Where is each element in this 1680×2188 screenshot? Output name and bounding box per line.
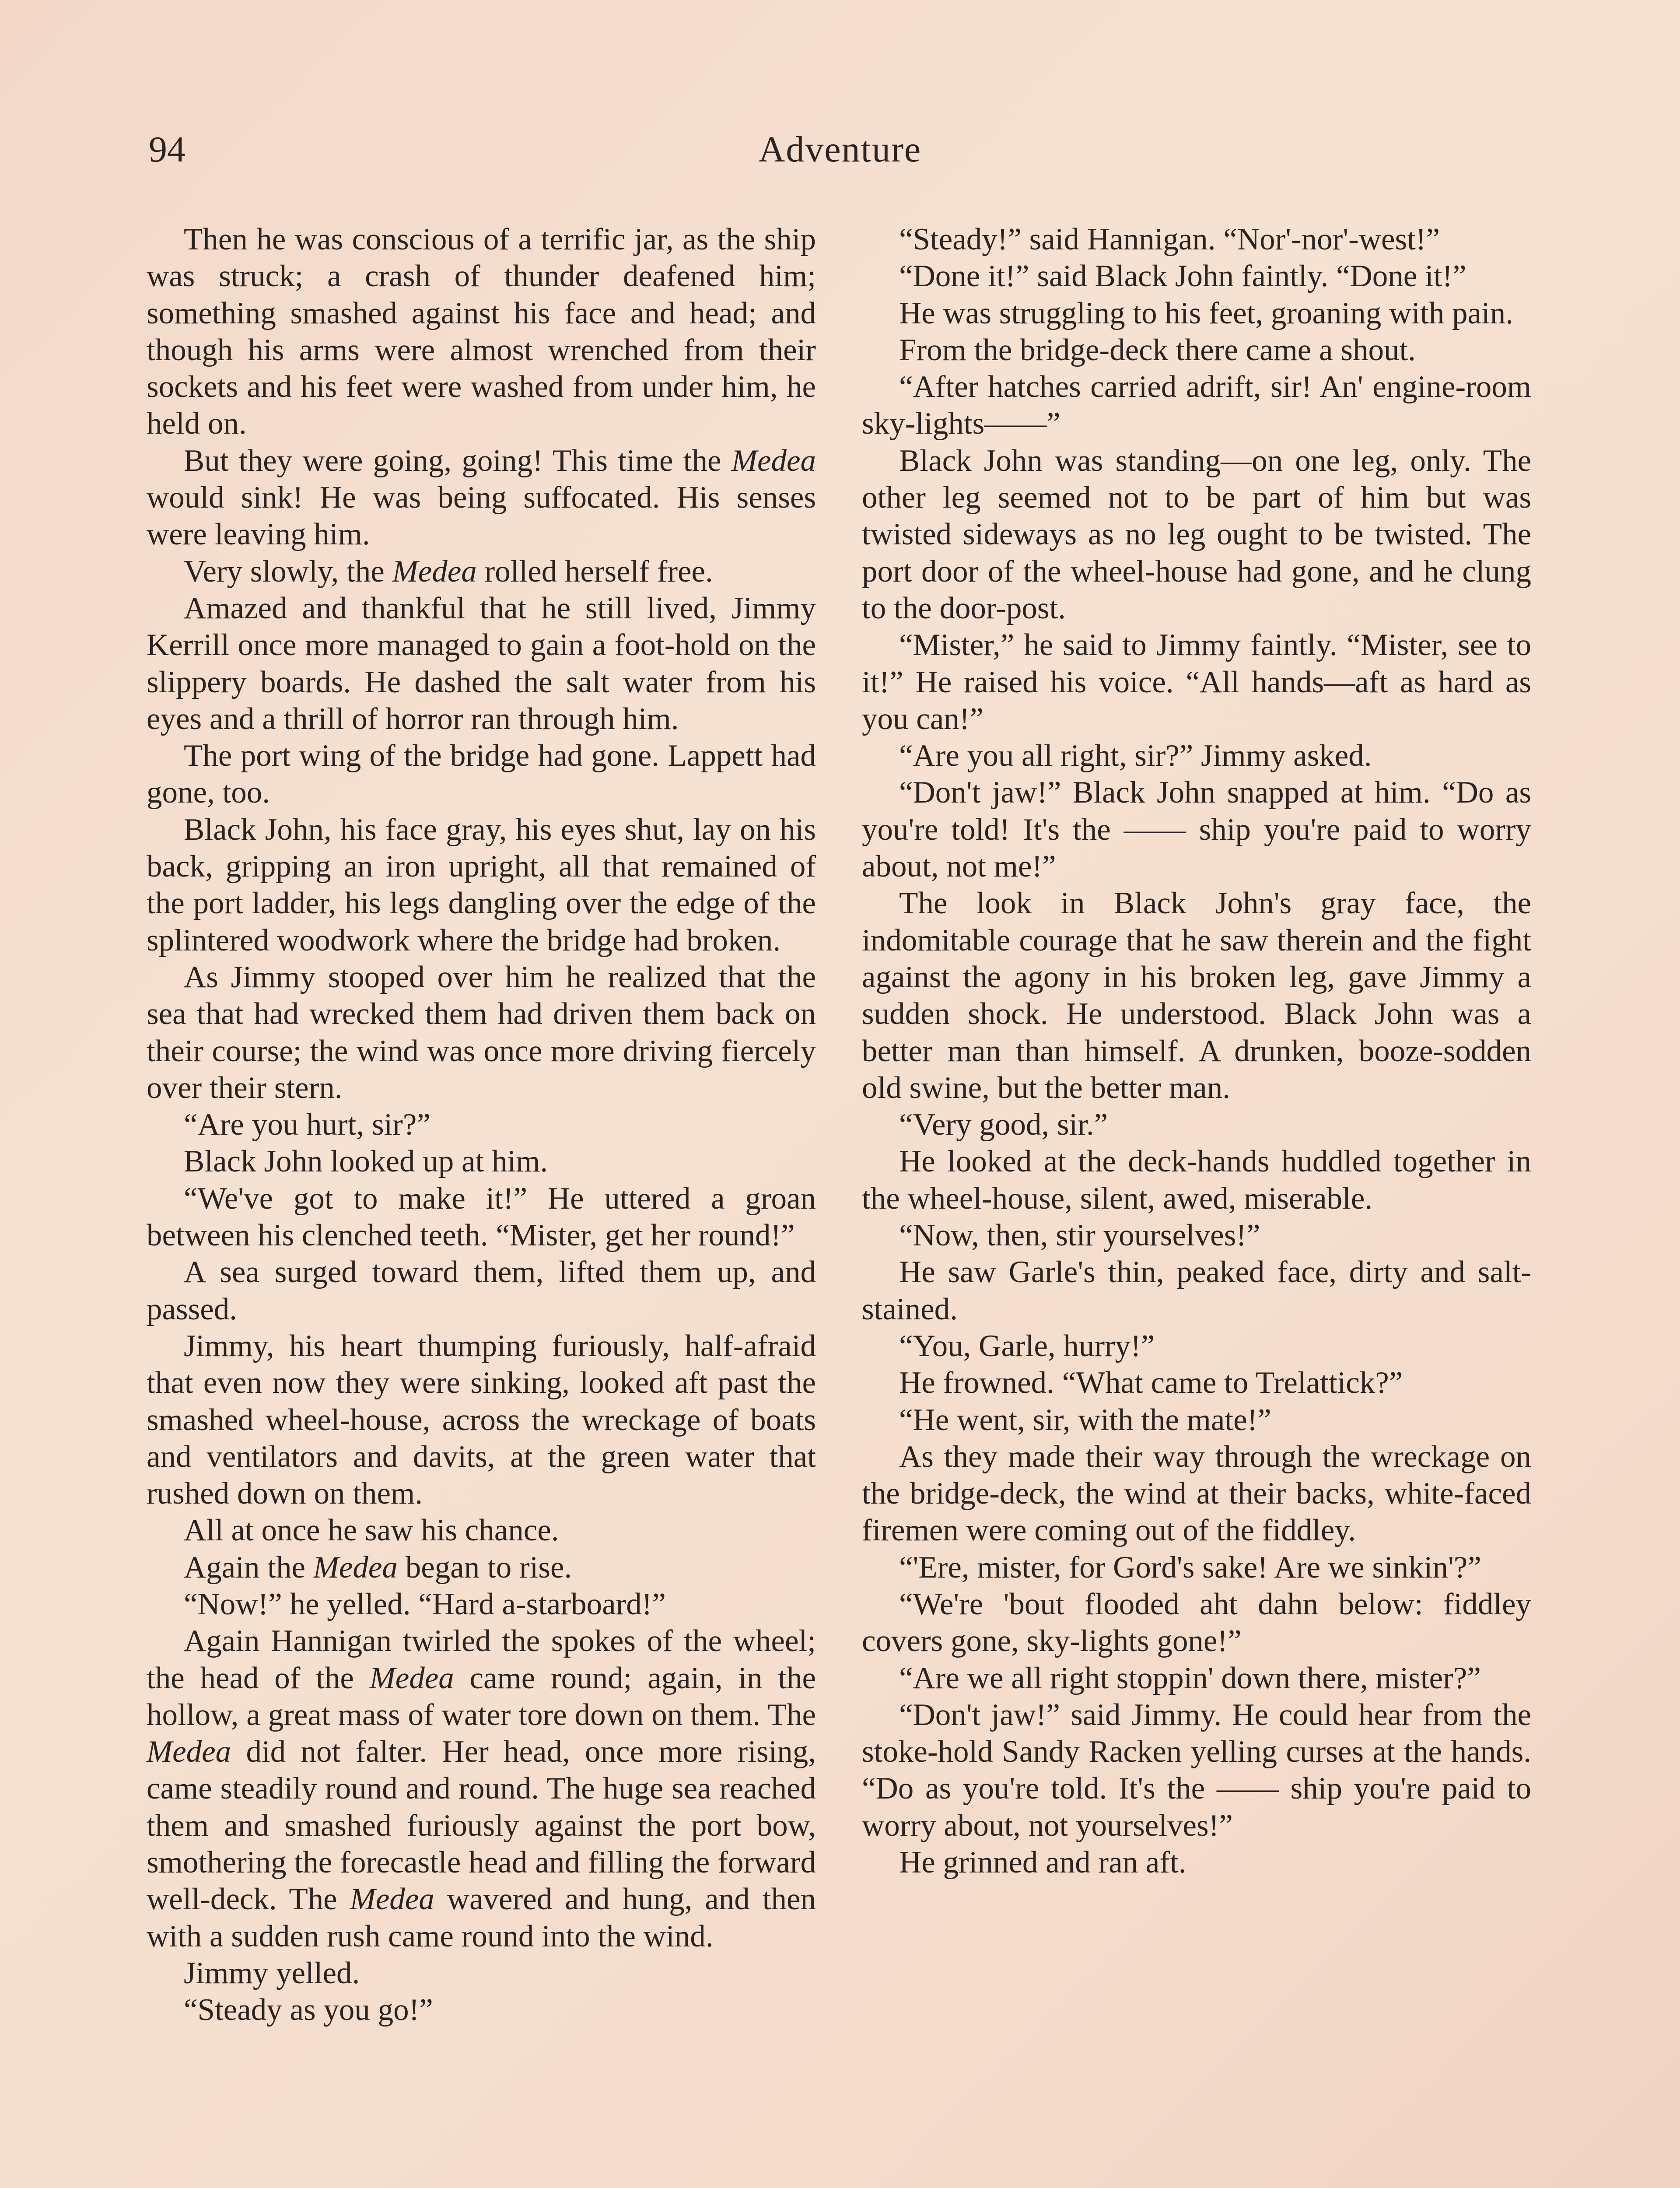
paragraph: Black John was standing—on one leg, only. The other leg seemed not to be part of him but was twisted sideways as no leg ought to be twisted. The port door of the wheel-house had gone, and he clung to the door-post. (862, 443, 1531, 625)
paragraph: He looked at the deck-hands huddled together in the wheel-house, silent, awed, miserable. (862, 1144, 1531, 1216)
paragraph: “Now, then, stir yourselves!” (899, 1218, 1260, 1253)
paragraph: He frowned. “What came to Trelattick?” (899, 1366, 1403, 1400)
left-column (147, 221, 816, 2029)
paragraph: “We're 'bout flooded aht dahn below: fiddley covers gone, sky-lights gone!” (862, 1587, 1531, 1659)
paragraph: Again the Medea began to rise. (184, 1550, 572, 1585)
paragraph: The port wing of the bridge had gone. Lappett had gone, too. (147, 739, 816, 810)
paragraph: All at once he saw his chance. (184, 1513, 559, 1548)
paragraph: He saw Garle's thin, peaked face, dirty and salt-stained. (862, 1255, 1531, 1326)
ship-name: Medea (313, 1550, 398, 1585)
paragraph: “Steady as you go!” (184, 1993, 433, 2027)
paragraph: Then he was conscious of a terrific jar, as the ship was struck; a crash of thunder deafened him; something smashed against his face and head; and though his arms were almost wrenched from their sockets and his feet were washed from under him, he held on. (147, 222, 816, 441)
page-number: 94 (149, 129, 186, 170)
running-head: Adventure (758, 129, 922, 170)
ship-name: Medea (392, 554, 477, 589)
paragraph: “Don't jaw!” said Jimmy. He could hear from the stoke-hold Sandy Racken yelling curses at the hands. “Do as you're told. It's the —— ship you're paid to worry about, not yourselves!” (862, 1697, 1531, 1843)
ship-name: Medea (731, 443, 816, 478)
paragraph: A sea surged toward them, lifted them up, and passed. (147, 1255, 816, 1326)
ship-name: Medea (147, 1735, 231, 1769)
paragraph: From the bridge-deck there came a shout. (899, 333, 1416, 367)
paragraph: “Are you hurt, sir?” (184, 1108, 430, 1142)
paragraph: Very slowly, the Medea rolled herself free. (184, 554, 713, 589)
ship-name: Medea (369, 1661, 454, 1695)
paragraph: “Done it!” said Black John faintly. “Done it!” (899, 259, 1466, 294)
paragraph: “Are you all right, sir?” Jimmy asked. (899, 739, 1372, 773)
paragraph: As they made their way through the wreckage on the bridge-deck, the wind at their backs, white-faced firemen were coming out of the fiddley. (862, 1439, 1531, 1548)
paragraph: “Don't jaw!” Black John snapped at him. “Do as you're told! It's the —— ship you're paid to worry about, not me!” (862, 775, 1531, 884)
paragraph: Jimmy, his heart thumping furiously, half-afraid that even now they were sinking, looked aft past the smashed wheel-house, across the wreckage of boats and ventilators and davits, at the green water that rushed down on them. (147, 1329, 816, 1511)
paragraph: “Are we all right stoppin' down there, mister?” (899, 1661, 1481, 1695)
paragraph: “You, Garle, hurry!” (899, 1329, 1155, 1363)
paragraph: “'Ere, mister, for Gord's sake! Are we sinkin'?” (899, 1550, 1481, 1585)
paragraph: “He went, sir, with the mate!” (899, 1403, 1271, 1437)
paragraph: “Steady!” said Hannigan. “Nor'-nor'-west!” (899, 222, 1440, 256)
paragraph: Again Hannigan twirled the spokes of the wheel; the head of the Medea came round; again, in the hollow, a great mass of water tore down on them. The Medea did not falter. Her head, once more rising, came steadily round and round. The huge sea reached them and smashed furiously against the port bow, smothering the forecastle head and filling the forward well-deck. The Medea wavered and hung, and then with a sudden rush came round into the wind. (147, 1624, 816, 1953)
paragraph: He grinned and ran aft. (899, 1845, 1186, 1880)
paragraph: But they were going, going! This time the Medea would sink! He was being suffocated. His senses were leaving him. (147, 443, 816, 552)
paragraph: “After hatches carried adrift, sir! An' engine-room sky-lights——” (862, 370, 1531, 441)
paragraph: Black John looked up at him. (184, 1144, 548, 1179)
ship-name: Medea (350, 1882, 434, 1917)
paragraph: He was struggling to his feet, groaning with pain. (899, 296, 1513, 330)
paragraph: The look in Black John's gray face, the indomitable courage that he saw therein and the fight against the agony in his broken leg, gave Jimmy a sudden shock. He understood. Black John was a better man than himself. A drunken, booze-sodden old swine, but the better man. (862, 886, 1531, 1105)
paragraph: Jimmy yelled. (184, 1956, 360, 1990)
paragraph: Amazed and thankful that he still lived, Jimmy Kerrill once more managed to gain a foot-hold on the slippery boards. He dashed the salt water from his eyes and a thrill of horror ran through him. (147, 591, 816, 736)
paragraph: As Jimmy stooped over him he realized that the sea that had wrecked them had driven them back on their course; the wind was once more driving fiercely over their stern. (147, 960, 816, 1105)
paragraph: Black John, his face gray, his eyes shut, lay on his back, gripping an iron upright, all that remained of the port ladder, his legs dangling over the edge of the splintered woodwork where the bridge had broken. (147, 812, 816, 957)
paragraph: “Now!” he yelled. “Hard a-starboard!” (184, 1587, 666, 1621)
right-column (862, 221, 1531, 1881)
paragraph: “Mister,” he said to Jimmy faintly. “Mister, see to it!” He raised his voice. “All hands—aft as hard as you can!” (862, 628, 1531, 736)
paragraph: “We've got to make it!” He uttered a groan between his clenched teeth. “Mister, get her round!” (147, 1181, 816, 1253)
paragraph: “Very good, sir.” (899, 1108, 1108, 1142)
